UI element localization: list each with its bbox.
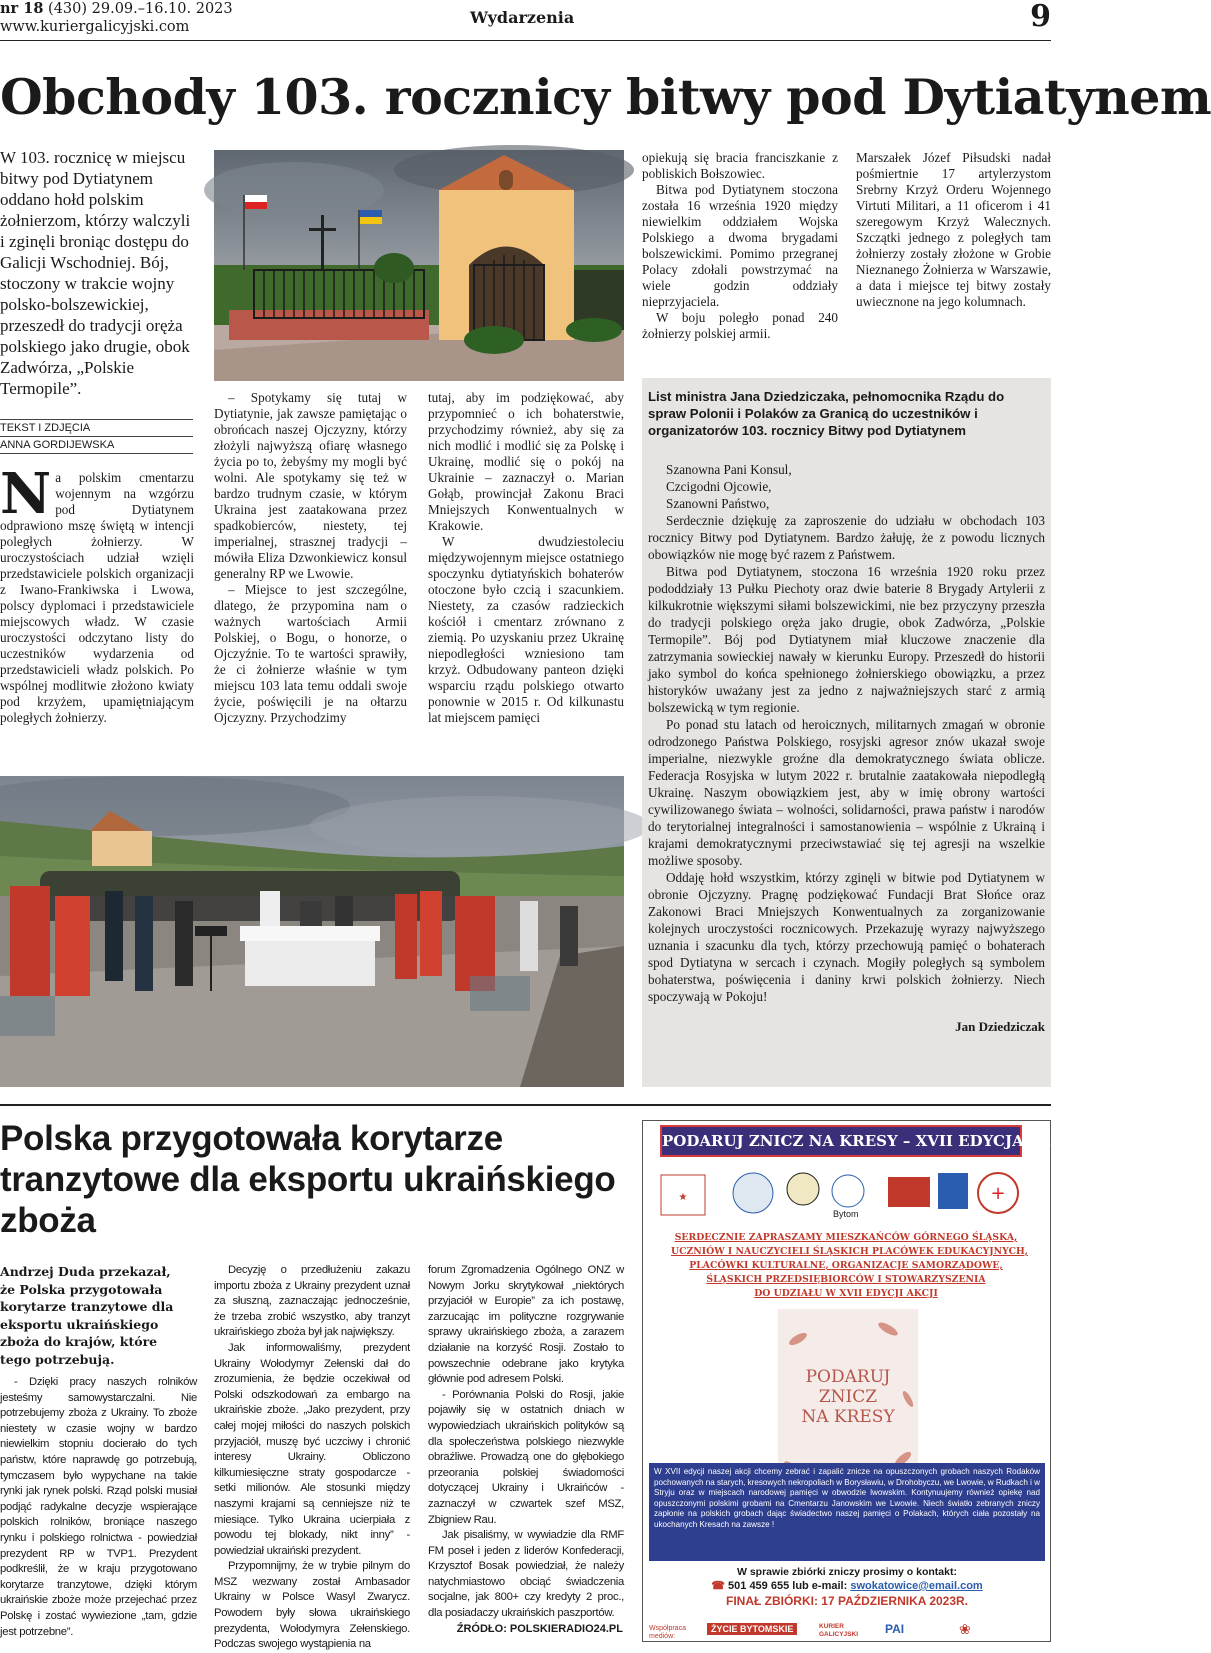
cemetery-photo bbox=[214, 150, 624, 381]
letter-paragraph: Serdecznie dziękuję za zaproszenie do udziału w obchodach 103 rocznicy Bitwy pod Dytiatynem. Bardzo żałuję, że z powodu licznych obowiązków nie mogę być razem z Państwem. bbox=[648, 513, 1045, 562]
column-text: a polskim cmentarzu wojennym na wzgórzu pod Dytiatynem odprawiono mszę świętą w intencji poległych żołnierzy. W uroczystościach udział wzięli przedstawiciele polskich organizacji z Iwano-Frankiwska i Lwowa, polscy dyplomaci i przedstawiciele miejscowych władz. W czasie uroczystości odczytano listy do uczestników wydarzenia od przedstawicieli władz polskich. Po wspólnej modlitwie złożono kwiaty pod krzyżem, upamiętniającym poległych żołnierzy. bbox=[0, 470, 194, 725]
letter-paragraph: Po ponad stu latach od heroicznych, militarnych zmagań w obronie odrodzonego Państwa Polskiego, rosyjski agresor znów ukazał swoje imperialne, niezwykle groźne dla demokratycznego świata oblicze. Federacja Rosyjska w lutym 2022 r. brutalnie zaatakowała niepodległą Ukrainę. Naszym obowiązkiem jest, aby w imię obrony wartości cywilizowanego świata – wolności, solidarności, prawa państw i narodów do terytorialnej integralności i samostanowienia – wspólnie z Ukrainą i krajami demokratycznymi przeciwstawiać się tej agresji na wszelkie możliwe sposoby. bbox=[648, 717, 1045, 868]
ad-email-link[interactable]: swokatowice@email.com bbox=[850, 1580, 983, 1592]
column-paragraph: Jak informowaliśmy, prezydent Ukrainy Wołodymyr Zełenski dał do zrozumienia, że będzie oczekiwał od Polski odszkodowań za embargo na ukraińskie zboże. „Jako prezydent, przy całej mojej miłości do naszych polskich przyjaciół, muszę być uczciwy i chronić interesy Ukrainy. Obliczono kilkumiesięczne straty gospodarcze - setki milionów. Ale stosunki między naszymi krajami są cenniejsze niż te miesiące. Tylko Ukraina ucierpiała z powodu tej blokady, nikt inny” - powiedział ukraiński prezydent. bbox=[214, 1341, 410, 1557]
article-column-5 bbox=[856, 150, 1051, 310]
column-paragraph: - Porównania Polski do Rosji, jakie pojawiły się w ostatnich dniach w wypowiedziach ukraińskich polityków są dla społeczeństwa polskiego niezwykle obraźliwe. Prowadzą one do głębokiego przeorania polskiej świadomości dotyczącej Ukrainy i Ukraińców - zaznaczył w czwartek szef MSZ, Zbigniew Rau. bbox=[428, 1388, 624, 1526]
website-link[interactable]: www.kuriergalicyjski.com bbox=[0, 19, 190, 35]
column-paragraph: – Miejsce to jest szczególne, dlatego, że przypomina nam o ważnych wartościach Armii Polskiej, o Bogu, o honorze, o Ojczyźnie. To te wartości sprawiły, że ci żołnierze właśnie w tym miejscu 103 lata temu oddali swoje życie, poświęcili je na ołtarzu Ojczyzny. Przychodzimy bbox=[214, 582, 407, 725]
ad-invitation-line: ŚLĄSKICH PRZEDSIĘBIORCÓW I STOWARZYSZENIA bbox=[706, 1274, 986, 1285]
ad-info-box: W XVII edycji naszej akcji chcemy zebrać i zapalić znicze na opuszczonych grobach naszych Rodaków pochowanych na starych, kresowych nekropoliach w Borysławiu, w Drohobyczu, we Lwowie, w Rudkach i w Stryju oraz w miejscach narodowej pamięci w obwodzie lwowskim. Kontynuujemy również opiekę nad opuszczonymi polskimi grobami na Cmentarzu Janowskim we Lwowie. Niech światło zebranych zniczy zapłonie na polskich grobach dając świadectwo naszej pamięci o Polakach, których ciała pozostały na ukochanych Kresach na zawsze ! bbox=[649, 1463, 1045, 1561]
ad-invitation-line: DO UDZIAŁU W XVII EDYCJI AKCJI bbox=[754, 1288, 938, 1299]
svg-text:★: ★ bbox=[678, 1192, 688, 1203]
column-paragraph: Przypomnijmy, że w trybie pilnym do MSZ wezwany został Ambasador Ukrainy w Polsce Wasyl Zwarycz. Powodem były słowa ukraińskiego prezydenta, Wołodymyra Zełenskiego. Podczas swojego wystąpienia na bbox=[214, 1560, 410, 1651]
article-lead: W 103. rocznicę w miejscu bitwy pod Dytiatynem oddano hołd polskim żołnierzom, którzy walczyli i zginęli broniąc dostępu do Galicji Wschodniej. Bój, stoczony w trakcie wojny polsko-bolszewickiej, przeszedł do tradycji oręża polskiego jako drugie, obok Zadwórza, „Polskie Termopile”. bbox=[0, 148, 191, 398]
mass-photo bbox=[0, 776, 624, 1087]
article2-column-3 bbox=[428, 1263, 624, 1622]
column-paragraph: Decyzję o przedłużeniu zakazu importu zboża z Ukrainy prezydent uznał za słuszną, zaznaczając jednocześnie, że trzeba zrobić wszystko, aby tranzyt ukraińskiego zboża był jak największy. bbox=[214, 1264, 410, 1339]
letter-paragraph: Oddaję hołd wszystkim, którzy zginęli w bitwie pod Dytiatynem w obronie Ojczyzny. Pragnę podziękować Fundacji Brat Słońce oraz Zakonowi Braci Mniejszych Konwentualnych za zorganizowanie kolejnych uroczystości rocznicowych. Przekazuję wyrazy najwyższego uznania i szacunku dla tych, którzy przechowują pamięć o bohaterach spod Dytiatyna w sercach i czynach. Mogiły poległych są symbolem bohaterstwa, poświęcenia i daniny krwi polskich żołnierzy. Niech spoczywają w Pokoju! bbox=[648, 870, 1045, 1004]
column-paragraph: Jak pisaliśmy, w wywiadzie dla RMF FM poseł i jeden z liderów Konfederacji, Krzysztof Bosak powiedział, że należy natychmiastowo obciąć świadczenia socjalne, jak 800+ czy kredyty 2 proc., dla posiadaczy ukraińskich paszportów. bbox=[428, 1529, 624, 1620]
column-paragraph: tutaj, aby im podziękować, aby przypomnieć o ich bohaterstwie, przychodzimy również, aby się za nich modlić i modlić się za Polskę i Ukrainę, modlić się o pokój na Ukrainie – zaznaczył o. Marian Gołąb, prowincjał Zakonu Braci Mniejszych Konwentualnych w Krakowie. bbox=[428, 390, 624, 533]
ad-poster-line: NA KRESY bbox=[801, 1407, 895, 1427]
column-paragraph: W boju poległo ponad 240 żołnierzy polskiej armii. bbox=[642, 310, 838, 341]
section-divider bbox=[0, 1104, 1051, 1106]
ad-phone[interactable]: 501 459 655 lub e-mail: bbox=[728, 1580, 848, 1592]
byline-role: TEKST I ZDJĘCIA bbox=[0, 420, 193, 437]
article2-lead: Andrzej Duda przekazał, że Polska przygotowała korytarze tranzytowe dla eksportu ukraińskiego zboża do krajów, które tego potrzebują. bbox=[0, 1264, 174, 1367]
ad-invitation-line: SERDECZNIE ZAPRASZAMY MIESZKAŃCÓW GÓRNEGO ŚLĄSKA, bbox=[674, 1232, 1018, 1243]
byline-author: ANNA GORDIJEWSKA bbox=[0, 439, 115, 451]
ad-deadline: FINAŁ ZBIÓRKI: 17 PAŹDZIERNIKA 2023R. bbox=[725, 1594, 969, 1608]
svg-text:+: + bbox=[990, 1183, 1006, 1204]
letter-body bbox=[648, 461, 1045, 1005]
ad-invitation bbox=[671, 1231, 1029, 1301]
issue-info bbox=[0, 0, 233, 36]
znicz-advertisement[interactable] bbox=[642, 1120, 1071, 1642]
article-column-2 bbox=[214, 390, 407, 726]
ad-poster-line: ZNICZ bbox=[818, 1387, 878, 1407]
ad-invitation-line: UCZNIÓW I NAUCZYCIELI ŚLĄSKICH PLACÓWEK EDUKACYJNYCH, bbox=[671, 1246, 1029, 1257]
article-title: Obchody 103. rocznicy bitwy pod Dytiatynem bbox=[0, 68, 1211, 126]
article-column-4 bbox=[642, 150, 838, 342]
issue-dates: (430) 29.09.–16.10. 2023 bbox=[43, 1, 233, 17]
partner-pai: PAI bbox=[885, 1622, 905, 1636]
partner-kurier-galicyjski: KURIER GALICYJSKI bbox=[819, 1623, 859, 1638]
article-column-3 bbox=[428, 390, 624, 726]
byline bbox=[0, 419, 193, 454]
column-paragraph: – Spotykamy się tutaj w Dytiatynie, jak zawsze pamiętając o obrońcach naszej Ojczyzny, którzy złożyli najwyższą ofiarę własnego życia po to, żebyśmy my mogli być wolni. Ale spotykamy się też w bardzo trudnym czasie, w którym Ukraina jest zaatakowana przez spadkobierców, niestety, tej imperialnej, strasznej tradycji – mówiła Eliza Dzwonkiewicz konsul generalny RP we Lwowie. bbox=[214, 390, 407, 581]
section-name: Wydarzenia bbox=[470, 8, 575, 27]
ad-invitation-line: PLACÓWKI KULTURALNE, ORGANIZACJE SAMORZĄDOWE, bbox=[689, 1260, 1003, 1271]
issue-number: nr 18 bbox=[0, 0, 44, 17]
ad-poster-title bbox=[778, 1367, 918, 1427]
ad-poster bbox=[778, 1309, 918, 1489]
partner-zycie-bytomskie: ŻYCIE BYTOMSKIE bbox=[707, 1623, 797, 1635]
ad-banner-text: PODARUJ ZNICZ NA KRESY – XVII EDYCJA 2023 bbox=[662, 1132, 1071, 1150]
minister-letter bbox=[642, 378, 1051, 1087]
ad-partners-label: Współpraca mediów: bbox=[649, 1625, 686, 1640]
ad-contact bbox=[649, 1565, 1045, 1623]
column-paragraph: Bitwa pod Dytiatynem stoczona została 16 września 1920 między niewielkim oddziałem Wojska Polskiego a dwoma brygadami bolszewickimi. Pomimo przegranej Polacy zdołali powstrzymać na wiele godzin oddziały nieprzyjaciela. bbox=[642, 182, 838, 309]
ad-poster-line: PODARUJ bbox=[805, 1367, 891, 1387]
article2-title: Polska przygotowała korytarze tranzytowe dla eksportu ukraińskiego zboża bbox=[0, 1119, 616, 1240]
dropcap: N bbox=[0, 461, 52, 527]
page-number: 9 bbox=[1030, 0, 1051, 34]
letter-salutation: Szanowni Państwo, bbox=[666, 496, 770, 511]
letter-salutation: Szanowna Pani Konsul, bbox=[666, 462, 792, 477]
column-paragraph: Marszałek Józef Piłsudski nadał pośmiertnie 17 artylerzystom Srebrny Krzyż Orderu Wojennego Virtuti Militari, a 11 oficerom i 41 szeregowym Krzyż Walecznych. Szczątki jednego z poległych tam żołnierzy zostały złożone w Grobie Nieznanego Żołnierza w Warszawie, a data i miejsce tej bitwy zostały uwiecznone na jego kolumnach. bbox=[856, 150, 1051, 309]
column-paragraph: forum Zgromadzenia Ogólnego ONZ w Nowym Jorku skrytykował „niektórych przyjaciół w Europie” za ich postawę, zarzucając im polityczne rozgrywanie sprawy ukraińskiego zboża, a zarazem działanie na korzyść Rosji. Zostało to powszechnie odebrane jako krytyka głównie pod adresem Polski. bbox=[428, 1264, 624, 1386]
column-paragraph: - Dzięki pracy naszych rolników jesteśmy samowystarczalni. Nie potrzebujemy zboża z Ukrainy. To zboże niestety w czasie wojny w bardzo niewielkim stopniu docierało do tych państw, które naprawdę go potrzebują, tymczasem było wypychane na takie rynki jak rynek polski. Rząd polski musiał podjąć radykalne decyzje wspierające polskich rolników, broniące naszego rynku i polskiego rolnictwa - powiedział prezydent RP w TVP1. Prezydent podkreślił, że w kraju przygotowano korytarze tranzytowe, dzięki którym ukraińskie zboże może przejechać przez Polskę i zostać wywiezione „tam, gdzie jest potrzebne”. bbox=[0, 1376, 197, 1638]
article2-column-1 bbox=[0, 1375, 197, 1640]
ad-banner bbox=[660, 1125, 1071, 1157]
column-paragraph: W dwudziestoleciu międzywojennym miejsce ostatniego spoczynku dytiatyńskich bohaterów otoczone było czcią i szacunkiem. Niestety, za czasów radzieckich kościół i cmentarz zrównano z ziemią. Po uzyskaniu przez Ukrainę niepodległości wzniesiono tam krzyż. Odbudowany panteon dzięki wsparciu rządu polskiego otwarto ponownie w 2015 r. Od kilkunastu lat miejscem pamięci bbox=[428, 534, 624, 725]
letter-title: List ministra Jana Dziedziczaka, pełnomocnika Rządu do spraw Polonii i Polaków za Granicą do uczestników i organizatorów 103. rocznicy Bitwy pod Dytiatynem bbox=[648, 389, 1005, 438]
letter-signature: Jan Dziedziczak bbox=[955, 1019, 1045, 1034]
article-column-1 bbox=[0, 461, 194, 726]
partner-logo-icon: ❀ bbox=[959, 1621, 971, 1637]
article2-source: ŹRÓDŁO: POLSKIERADIO24.PL bbox=[456, 1623, 623, 1635]
ad-logos bbox=[653, 1165, 1041, 1227]
column-paragraph: opiekują się bracia franciszkanie z pobliskich Bołszowiec. bbox=[642, 150, 838, 181]
article2-column-2 bbox=[214, 1263, 410, 1653]
ad-contact-title: W sprawie zbiórki zniczy prosimy o kontakt: bbox=[737, 1566, 957, 1578]
phone-icon: ☎ bbox=[711, 1580, 725, 1592]
header-divider bbox=[0, 40, 1051, 41]
letter-paragraph: Bitwa pod Dytiatynem, stoczona 16 września 1920 roku przez pododdziały 13 Pułku Piechoty oraz dwie baterie 8 Brygady Artylerii z kilkukrotnie większymi siłami bolszewickimi, nie bez przyczyny przeszła do tradycji polskiego oręża jako drugie, obok Zadwórza, „Polskie Termopile”. Bój pod Dytiatynem miał kluczowe znaczenie dla zatrzymania sowieckiej nawały w kierunku Europy. Przeszedł do historii jako symbol do końca spełnionego żołnierskiego obowiązku, a przez historyków uważany jest za jedno z najważniejszych starć z armią bolszewicką w tym regionie. bbox=[648, 564, 1045, 715]
letter-salutation: Czcigodni Ojcowie, bbox=[666, 479, 772, 494]
ad-partners bbox=[649, 1621, 1045, 1641]
ad-logo-label: Bytom bbox=[833, 1209, 859, 1219]
